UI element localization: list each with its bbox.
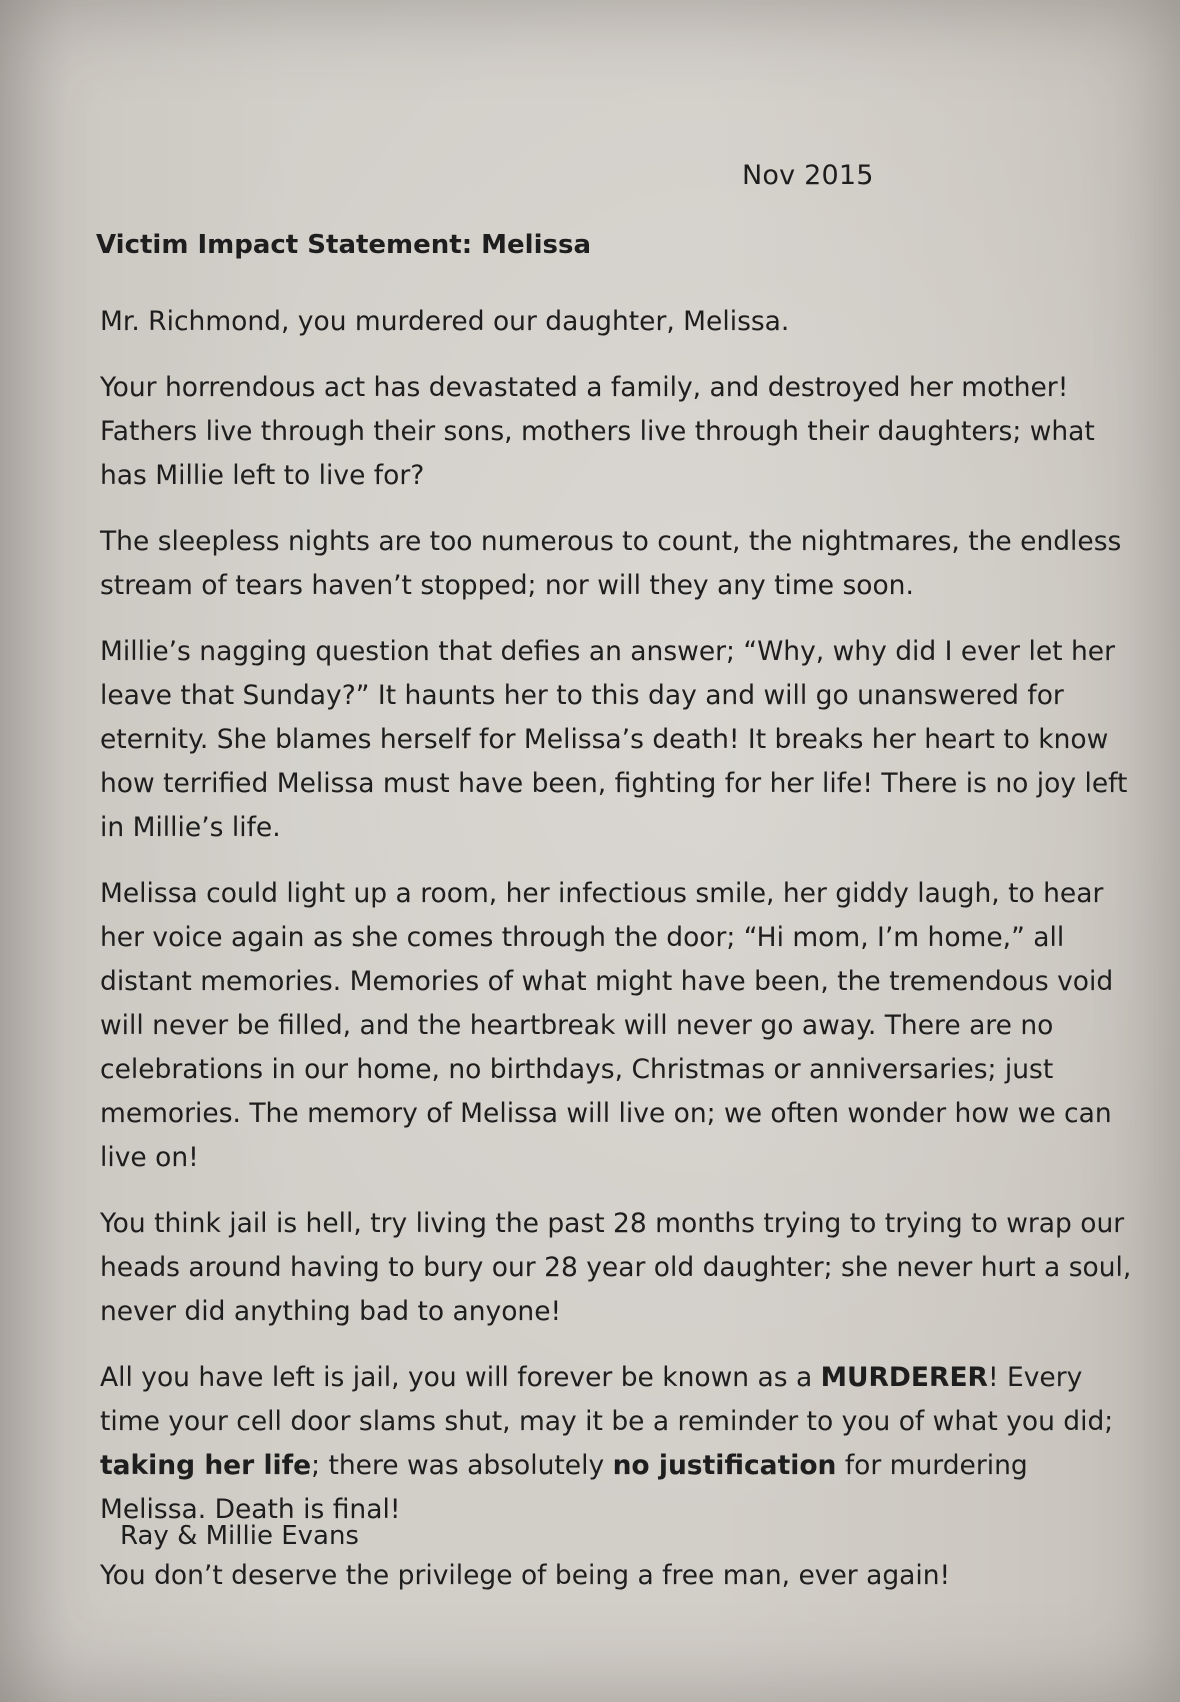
signature: Ray & Millie Evans — [120, 1521, 359, 1551]
text-run: ; there was absolutely — [311, 1450, 613, 1481]
paragraph: Millie’s nagging question that defies an answer; “Why, why did I ever let her leave that Sunday?” It haunts her to this day and will go unanswered for eternity. She blames herself for Melissa’s death! It breaks her heart to know how terrified Melissa must have been, fighting for her life! There is no joy left in Millie’s life. — [100, 636, 1128, 843]
text-run: ! Every time your cell door slams shut, may it be a reminder to you of what you did; — [100, 1362, 1114, 1437]
text-run: for murdering Melissa. Death is final! — [100, 1450, 1028, 1525]
bold-text: MURDERER — [820, 1362, 988, 1393]
text-run: All you have left is jail, you will forever be known as a — [100, 1362, 821, 1393]
paragraph: The sleepless nights are too numerous to count, the nightmares, the endless stream of tears haven’t stopped; nor will they any time soon. — [100, 526, 1122, 601]
paragraph — [100, 1356, 1135, 1532]
closing-line: You don’t deserve the privilege of being a free man, ever again! — [100, 1560, 951, 1591]
paragraph: Mr. Richmond, you murdered our daughter, Melissa. — [100, 306, 790, 337]
bold-text: taking her life — [100, 1450, 312, 1481]
letter-date: Nov 2015 — [742, 160, 874, 191]
paragraph: Your horrendous act has devastated a family, and destroyed her mother! Fathers live through their sons, mothers live through their daughters; what has Millie left to live for? — [100, 372, 1095, 491]
paragraph: You think jail is hell, try living the past 28 months trying to trying to wrap our heads around having to bury our 28 year old daughter; she never hurt a soul, never did anything bad to anyone! — [100, 1208, 1132, 1327]
paragraph: Melissa could light up a room, her infectious smile, her giddy laugh, to hear her voice again as she comes through the door; “Hi mom, I’m home,” all distant memories. Memories of what might have been, the tremendous void will never be filled, and the heartbreak will never go away. There are no celebrations in our home, no birthdays, Christmas or anniversaries; just memories. The memory of Melissa will live on; we often wonder how we can live on! — [100, 878, 1114, 1173]
letter-body — [100, 300, 1135, 1620]
letter-title: Victim Impact Statement: Melissa — [96, 230, 591, 260]
bold-text: no justification — [612, 1450, 837, 1481]
